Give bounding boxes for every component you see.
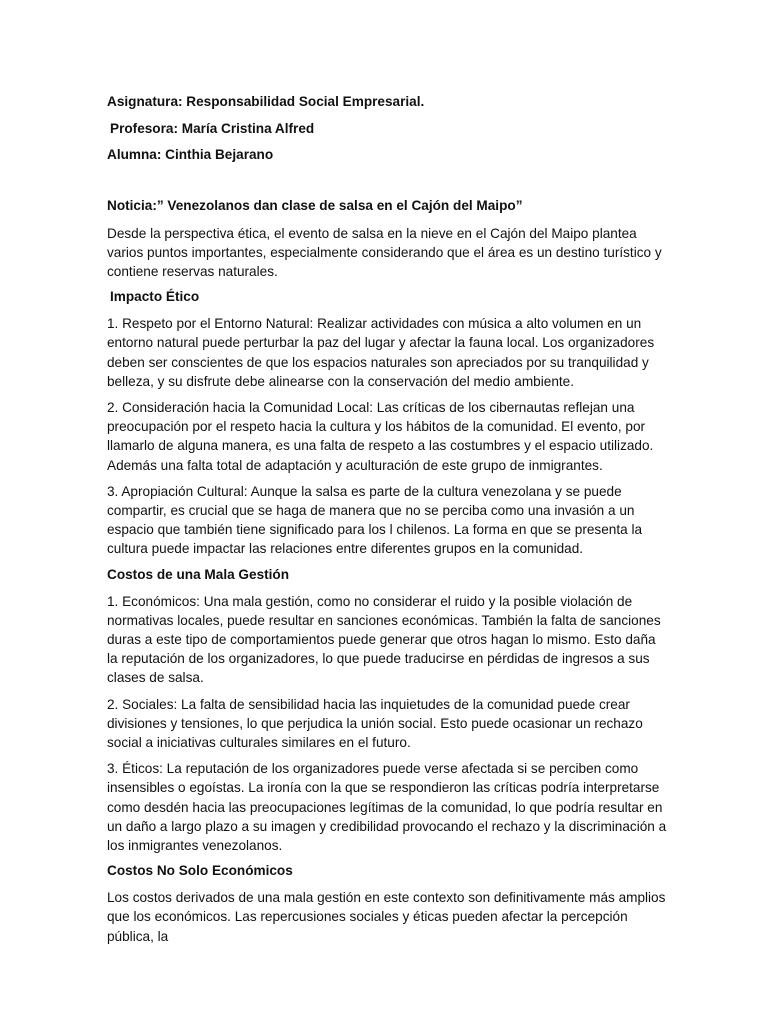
impact-heading: Impacto Ético <box>110 289 200 305</box>
student-line: Alumna: Cinthia Bejarano <box>107 147 274 162</box>
intro-paragraph: Desde la perspectiva ética, el evento de salsa en la nieve en el Cajón del Maipo plantea varios puntos importantes, especialmente considerando que el área es un destino turístico y contiene reservas naturales. <box>107 225 662 279</box>
costs-paragraph: 2. Sociales: La falta de sensibilidad hacia las inquietudes de la comunidad puede crear divisiones y tensiones, lo que perjudica la unión social. Esto puede ocasionar un rechazo social a iniciativas culturales similares en el futuro. <box>107 696 643 750</box>
costs-paragraph: 1. Económicos: Una mala gestión, como no considerar el ruido y la posible violación de normativas locales, puede resultar en sanciones económicas. También la falta de sanciones duras a este tipo de comportamientos puede generar que otros hagan lo mismo. Esto daña la reputación de los organizadores, lo que puede traducirse en pérdidas de ingresos a sus clases de salsa. <box>107 593 661 686</box>
costs-heading: Costos de una Mala Gestión <box>107 566 290 582</box>
impact-paragraph: 3. Apropiación Cultural: Aunque la salsa es parte de la cultura venezolana y se puede compartir, es crucial que se haga de manera que no se perciba como una invasión a un espacio que también tiene significado para los l chilenos. La forma en que se presenta la cultura puede impactar las relaciones entre diferentes grupos en la comunidad. <box>107 483 643 557</box>
teacher-line: Profesora: María Cristina Alfred <box>110 120 315 136</box>
costs-paragraph: 3. Éticos: La reputación de los organizadores puede verse afectada si se perciben como insensibles o egoístas. La ironía con la que se respondieron las críticas podría interpretarse como desdén hacia las preocupaciones legítimas de la comunidad, lo que podría resultar en un daño a largo plazo a su imagen y credibilidad provocando el rechazo y la discriminación a los inmigrantes venezolanos. <box>107 761 667 853</box>
impact-paragraph: 1. Respeto por el Entorno Natural: Realizar actividades con música a alto volumen en un entorno natural puede perturbar la paz del lugar y afectar la fauna local. Los organizadores deben ser conscientes de que los espacios naturales son apreciados por su tranquilidad y belleza, y su disfrute debe alinearse con la conservación del medio ambiente. <box>107 316 655 389</box>
impact-paragraph: 2. Consideración hacia la Comunidad Local: Las críticas de los cibernautas reflejan una preocupación por el respeto hacia la cultura y los hábitos de la comunidad. El evento, por llamarlo de alguna manera, es una falta de respeto a las costumbres y el espacio utilizado. Además una falta total de adaptación y aculturación de este grupo de inmigrantes. <box>107 399 654 473</box>
spacer <box>107 173 668 197</box>
news-title: Noticia:” Venezolanos dan clase de salsa en el Cajón del Maipo” <box>107 197 523 213</box>
subject-line: Asignatura: Responsabilidad Social Empresarial. <box>107 94 425 109</box>
non-economic-paragraph: Los costos derivados de una mala gestión en este contexto son definitivamente más amplios que los económicos. Las repercusiones sociales y éticas pueden afectar la percepción pública, la <box>107 890 666 944</box>
non-economic-heading: Costos No Solo Económicos <box>107 863 293 879</box>
